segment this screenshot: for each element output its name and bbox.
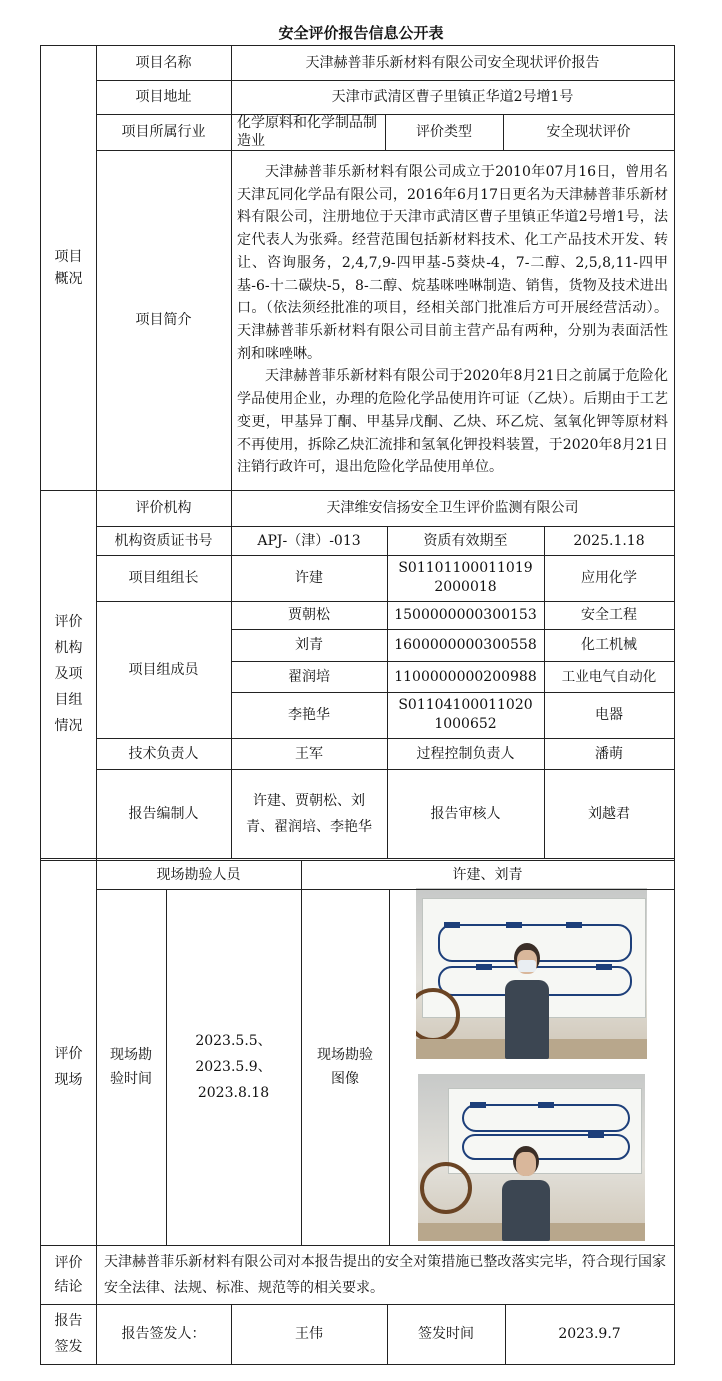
agency-org-label: 评价机构 — [135, 500, 192, 516]
compiler-value — [231, 769, 387, 858]
row-divider — [96, 150, 675, 151]
row-divider — [231, 692, 675, 693]
col-divider — [96, 45, 97, 1365]
validity-label: 资质有效期至 — [423, 532, 508, 549]
member-cert: 1100000000200988 — [394, 668, 537, 685]
compiler-value-text: 许建、贾朝松、刘青、翟润培、李艳华 — [246, 792, 372, 835]
col-divider — [301, 860, 302, 1245]
team-leader-cert — [387, 555, 544, 601]
row-divider — [96, 80, 675, 81]
compiler-label: 报告编制人 — [128, 805, 199, 822]
row-divider — [40, 490, 675, 491]
signoff-section-label-line: 签发 — [54, 1339, 83, 1355]
col-divider — [387, 1304, 388, 1364]
agency-section-label-line: 评价 — [54, 614, 83, 630]
timeline-node — [566, 922, 582, 928]
agency-section-label-line: 目组 — [54, 692, 83, 708]
row-divider — [96, 889, 675, 890]
industry-value: 化学原料和化学制品制造业 — [237, 115, 377, 149]
agency-org-value: 天津维安信扬安全卫生评价监测有限公司 — [326, 500, 579, 516]
site-staff-value: 许建、刘青 — [452, 867, 523, 883]
signer-value: 王伟 — [295, 1326, 323, 1342]
member-cert: 1500000000300153 — [394, 607, 537, 623]
overview-section-label-line: 项目 — [54, 249, 83, 265]
col-divider — [544, 526, 545, 858]
team-leader-cert-text: S011011000110192000018 — [398, 560, 533, 595]
timeline-track — [462, 1134, 630, 1160]
timeline-node — [444, 922, 460, 928]
col-divider — [231, 45, 232, 858]
page-title: 安全评价报告信息公开表 — [278, 24, 444, 42]
timeline-node — [588, 1132, 604, 1138]
site-date: 2023.8.18 — [197, 1085, 270, 1101]
row-divider — [96, 526, 675, 527]
site-time-label-line: 现场勘 — [110, 1047, 152, 1063]
timeline-node — [470, 1102, 486, 1108]
validity-value: 2025.1.18 — [573, 532, 645, 549]
team-leader-label: 项目组组长 — [128, 570, 199, 586]
site-time-label — [96, 889, 166, 1245]
site-time-label-line: 验时间 — [110, 1071, 152, 1087]
project-intro-label: 项目简介 — [135, 312, 192, 328]
project-name-label: 项目名称 — [135, 55, 192, 71]
site-section-label-line: 现场 — [54, 1072, 83, 1088]
member-major: 电器 — [595, 707, 623, 723]
intro-paragraph: 天津赫普菲乐新材料有限公司成立于2010年07月16日，曾用名天津瓦同化学品有限公司，2016年6月17日更名为天津赫普菲乐新材料有限公司，注册地位于天津市武清区曹子里镇正华道2号增1号，法定代表人为张舜。经营范围包括新材料技术、化工产品技术开发、转让、咨询服务，2,4,7,9-四甲基-5葵炔-4，7-二醇、2,5,8,11-四甲基-6-十二碳炔-5，8-二醇、烷基咪唑啉制造、销售，货物及技术进出口。（依法须经批准的项目，经相关部门批准后方可开展经营活动）。天津赫普菲乐新材料有限公司目前主营产品有两种，分别为表面活性剂和咪唑啉。 — [237, 164, 668, 362]
timeline-node — [538, 1102, 554, 1108]
industry-label: 项目所属行业 — [121, 124, 206, 140]
project-intro-text — [231, 150, 674, 490]
signoff-section-label-line: 报告 — [54, 1313, 83, 1329]
row-divider — [40, 1304, 675, 1305]
row-divider — [96, 769, 675, 770]
eval-type-value: 安全现状评价 — [546, 124, 631, 140]
col-divider — [505, 1304, 506, 1364]
member-cert-text: S011041000110201000652 — [398, 697, 533, 732]
row-divider — [96, 601, 675, 602]
reviewer-value: 刘越君 — [588, 805, 630, 822]
col-divider — [389, 889, 390, 1245]
site-photo — [416, 888, 647, 1059]
conclusion-section-label-line: 评价 — [54, 1254, 83, 1271]
project-name-value: 天津赫普菲乐新材料有限公司安全现状评价报告 — [305, 55, 600, 71]
agency-section-label-line: 及项 — [54, 666, 83, 682]
overview-section-label — [41, 46, 96, 490]
timeline-node — [506, 922, 522, 928]
table-border — [40, 45, 41, 1365]
col-divider — [387, 526, 388, 858]
reviewer-label: 报告审核人 — [430, 805, 501, 822]
timeline-node — [476, 964, 492, 970]
row-divider — [96, 555, 675, 556]
member-name: 李艳华 — [288, 707, 330, 723]
site-photo — [418, 1074, 645, 1241]
site-dates — [166, 889, 301, 1245]
row-divider — [231, 629, 675, 630]
col-divider — [385, 114, 386, 150]
conclusion-section-label — [41, 1245, 96, 1304]
timeline-track — [462, 1104, 630, 1132]
site-section-label — [41, 889, 96, 1245]
eval-type-label: 评价类型 — [416, 124, 472, 140]
member-cert — [387, 692, 544, 738]
site-staff-label: 现场勘验人员 — [156, 867, 241, 883]
agency-section-label-line: 情况 — [54, 718, 83, 734]
intro-paragraph: 天津赫普菲乐新材料有限公司于2020年8月21日之前属于危险化学品使用企业，办理的危险化学品使用许可证（乙炔）。后期由于工艺变更，甲基异丁酮、甲基异戊酮、乙炔、环乙烷、氢氧化钾等原材料不再使用，拆除乙炔汇流排和氢氧化钾投料装置，于2020年8月21日注销行政许可，退出危险化学品使用单位。 — [237, 368, 668, 476]
site-image-label-line: 现场勘验 — [317, 1047, 373, 1063]
tech-lead-value: 王军 — [295, 745, 323, 762]
member-name: 刘青 — [295, 637, 323, 653]
site-section-label-line: 评价 — [54, 1046, 83, 1062]
overview-section-label-line: 概况 — [54, 271, 83, 287]
signer-label: 报告签发人： — [121, 1326, 206, 1342]
face-mask — [518, 960, 536, 972]
inspector-figure — [505, 980, 549, 1059]
col-divider — [231, 1304, 232, 1364]
member-name: 贾朝松 — [288, 607, 330, 623]
tech-lead-label: 技术负责人 — [128, 745, 199, 762]
member-major: 安全工程 — [581, 607, 637, 623]
col-divider — [166, 889, 167, 1245]
row-divider — [231, 661, 675, 662]
member-name: 翟润培 — [288, 668, 330, 685]
site-image-label — [301, 889, 389, 1245]
row-divider — [40, 1245, 675, 1246]
inspector-figure — [502, 1180, 550, 1241]
project-address-value: 天津市武清区曹子里镇正华道2号增1号 — [331, 89, 574, 105]
member-cert: 1600000000300558 — [394, 637, 537, 653]
inspector-face — [516, 1152, 536, 1176]
conclusion-text-content: 天津赫普菲乐新材料有限公司对本报告提出的安全对策措施已整改落实完毕，符合现行国家安全法律、法规、标准、规范等的相关要求。 — [104, 1253, 666, 1296]
conclusion-section-label-line: 结论 — [54, 1278, 83, 1295]
member-major: 化工机械 — [581, 637, 637, 653]
row-divider — [96, 738, 675, 739]
agency-section-label — [41, 490, 96, 858]
col-divider — [503, 114, 504, 150]
site-date: 2023.5.5、 — [195, 1033, 272, 1049]
member-major: 工业电气自动化 — [561, 668, 657, 685]
team-leader-name: 许建 — [295, 570, 323, 586]
table-border — [40, 45, 675, 46]
team-leader-major: 应用化学 — [581, 570, 637, 586]
signoff-time-label: 签发时间 — [418, 1326, 474, 1342]
process-lead-value: 潘萌 — [595, 745, 623, 762]
ship-wheel — [420, 1162, 472, 1214]
conclusion-text — [96, 1245, 674, 1304]
signoff-section-label — [41, 1304, 96, 1364]
table-border — [674, 45, 675, 1365]
cert-number-label: 机构资质证书号 — [114, 532, 213, 549]
site-date: 2023.5.9、 — [195, 1059, 272, 1075]
row-divider — [40, 858, 675, 859]
signoff-time-value: 2023.9.7 — [558, 1326, 621, 1342]
table-border — [40, 1364, 675, 1365]
cert-number-value: APJ-（津）-013 — [257, 532, 361, 549]
timeline-node — [596, 964, 612, 970]
project-address-label: 项目地址 — [135, 89, 192, 105]
team-members-label: 项目组成员 — [128, 661, 199, 678]
process-lead-label: 过程控制负责人 — [416, 745, 515, 762]
row-divider — [40, 860, 675, 861]
site-image-label-line: 图像 — [331, 1071, 359, 1087]
agency-section-label-line: 机构 — [54, 640, 83, 656]
